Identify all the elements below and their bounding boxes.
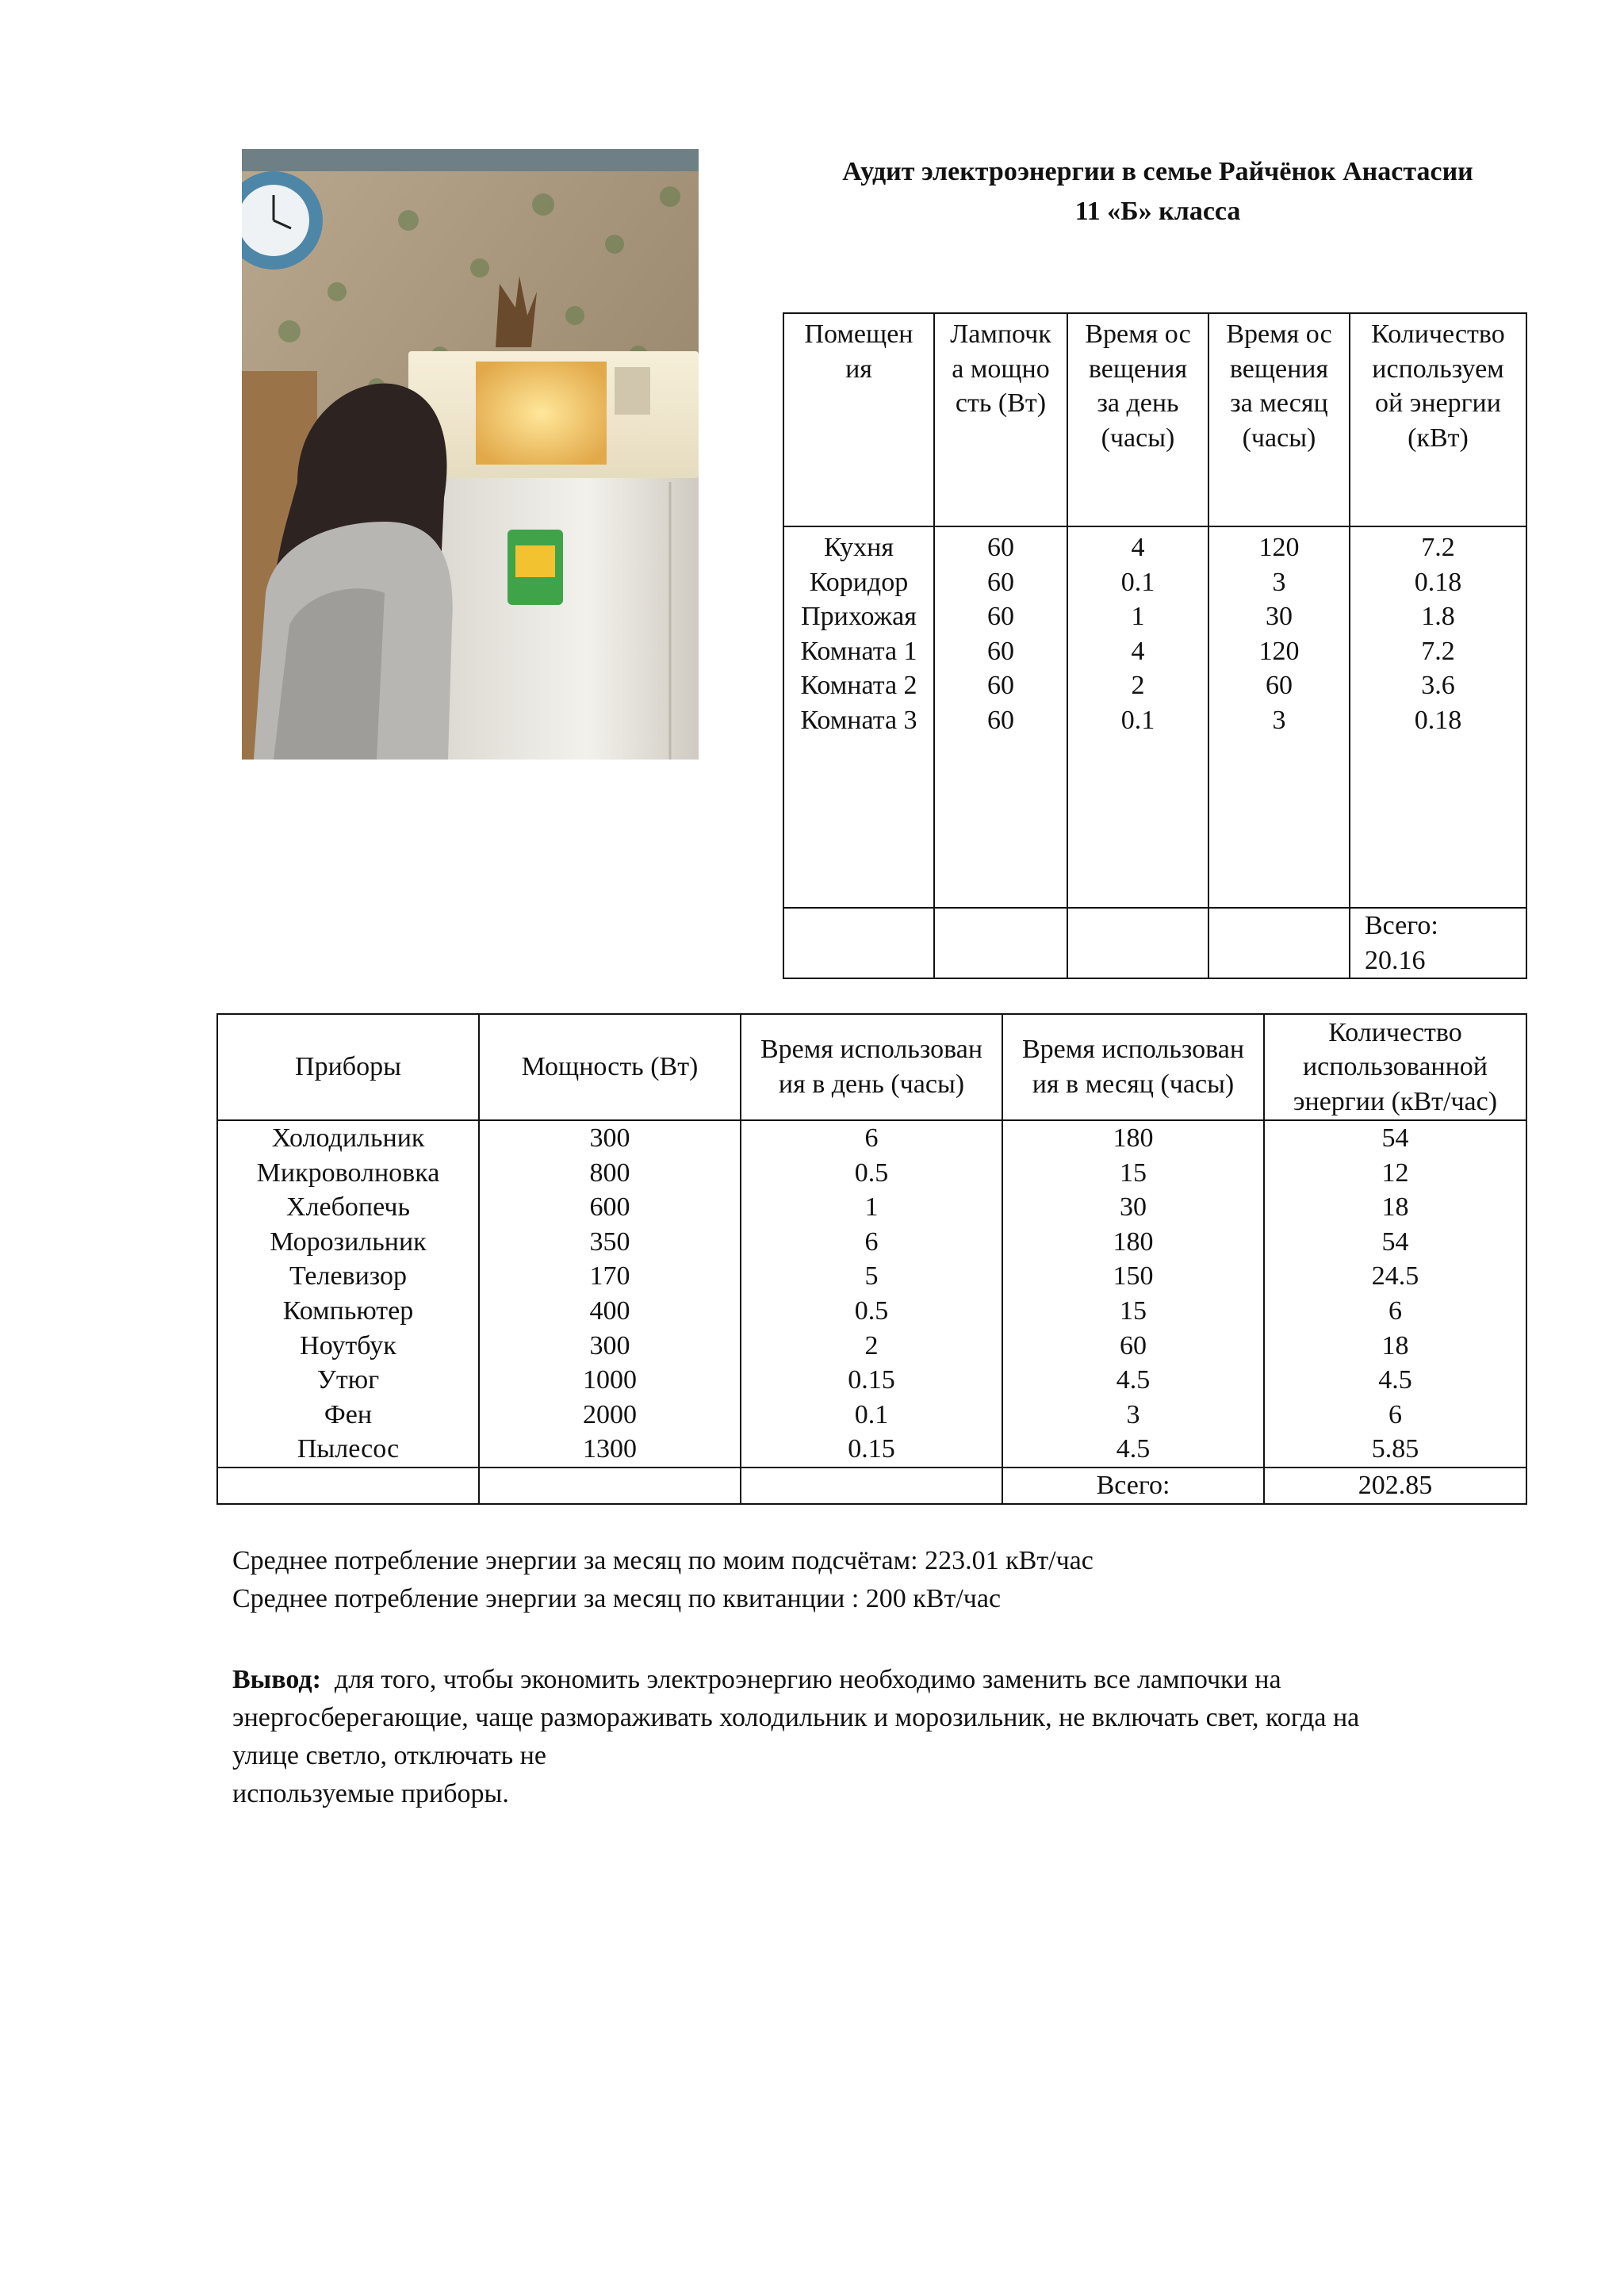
column-header: Мощность (Вт) — [479, 1014, 741, 1120]
table-cell: Комната 2 — [800, 671, 917, 701]
table-cell: 3 — [1272, 705, 1286, 735]
column-header: Время освещения за день (часы) — [1067, 313, 1208, 526]
table-cell: 54 — [1381, 1226, 1409, 1257]
table-cell: 170 — [589, 1261, 630, 1292]
table-cell: 2000 — [583, 1399, 637, 1429]
rooms-total: Всего: 20.16 — [1350, 908, 1526, 978]
table-cell: 60 — [1120, 1330, 1147, 1360]
table-cell: 4.5 — [1378, 1365, 1412, 1395]
table-cell: 0.1 — [1120, 567, 1155, 597]
table-cell: 6 — [1388, 1399, 1402, 1429]
column-header: Время использования в день (часы) — [741, 1014, 1002, 1120]
table-cell: Комната 1 — [800, 636, 917, 666]
table-cell: Прихожая — [801, 602, 917, 632]
table-cell: 150 — [1113, 1261, 1154, 1292]
rooms-lighting-table — [783, 312, 1527, 979]
empty-cell — [1067, 908, 1208, 978]
empty-cell — [934, 908, 1067, 978]
table-cell: 350 — [589, 1226, 630, 1257]
table-cell: 54 — [1381, 1123, 1409, 1153]
empty-cell — [217, 1468, 479, 1504]
table-cell: 15 — [1120, 1158, 1147, 1188]
summary — [232, 1542, 1533, 1618]
table-cell: 30 — [1266, 602, 1293, 632]
table-cell: 4 — [1131, 636, 1145, 666]
table-cell: 60 — [987, 567, 1014, 597]
column-header: Приборы — [217, 1014, 479, 1120]
table-cell: 0.15 — [848, 1365, 895, 1395]
table-cell: 2 — [1131, 671, 1145, 701]
table-cell: 120 — [1258, 533, 1300, 562]
table-cell: 1300 — [583, 1434, 637, 1464]
table-cell: 0.15 — [848, 1434, 895, 1464]
table-cell: 600 — [589, 1192, 630, 1223]
table-cell: 1 — [1131, 602, 1145, 632]
table-cell: Телевизор — [289, 1261, 408, 1292]
table-cell: 4.5 — [1116, 1365, 1151, 1395]
column-header: Время освещения за месяц (часы) — [1208, 313, 1350, 526]
table-cell: 300 — [589, 1330, 630, 1360]
conclusion-line-1: Вывод: для того, чтобы экономить электроэнергию необходимо заменить все лампочки на — [232, 1665, 1281, 1694]
table-cell: 0.18 — [1414, 567, 1462, 597]
table-cell: Утюг — [316, 1365, 380, 1395]
table-cell: 0.1 — [854, 1399, 889, 1429]
appliance-hours-month-column — [1002, 1120, 1264, 1468]
title-line-2: 11 «Б» класса — [1074, 197, 1241, 226]
table-cell: 0.5 — [854, 1295, 889, 1326]
table-cell: 60 — [1266, 671, 1293, 701]
table-body-row — [783, 526, 1526, 908]
power-column — [934, 526, 1067, 908]
table-cell: 60 — [987, 671, 1014, 701]
table-cell: 180 — [1113, 1226, 1154, 1257]
table-cell: 1 — [864, 1192, 879, 1223]
table-cell: 5.85 — [1371, 1434, 1419, 1464]
appliance-energy-column — [1264, 1120, 1526, 1468]
table-footer-row — [783, 908, 1526, 978]
column-header: Количество использованной энергии (кВт/час) — [1264, 1014, 1526, 1120]
table-cell: 24.5 — [1371, 1261, 1419, 1292]
table-body-row — [217, 1120, 1526, 1468]
table-cell: 1.8 — [1421, 602, 1455, 632]
table-cell: 0.5 — [854, 1158, 889, 1188]
empty-cell — [479, 1468, 741, 1504]
conclusion-line-3: улице светло, отключать не — [232, 1741, 546, 1770]
rooms-column — [783, 526, 934, 908]
table-cell: Холодильник — [271, 1123, 425, 1153]
conclusion — [232, 1661, 1533, 1813]
conclusion-line-2: энергосберегающие, чаще размораживать холодильник и морозильник, не включать свет, когда на — [232, 1703, 1360, 1732]
column-header: Количество используемой энергии (кВт) — [1350, 313, 1526, 526]
table-cell: 6 — [1388, 1295, 1402, 1326]
table-cell: 30 — [1120, 1192, 1147, 1223]
table-cell: 6 — [864, 1226, 879, 1257]
table-cell: Фен — [324, 1399, 373, 1429]
table-cell: Микроволновка — [256, 1158, 440, 1188]
table-cell: 300 — [589, 1123, 630, 1153]
table-cell: 60 — [987, 602, 1014, 632]
table-cell: 3 — [1126, 1399, 1140, 1429]
table-cell: Комната 3 — [800, 705, 917, 735]
conclusion-label: Вывод: — [232, 1665, 321, 1694]
table-cell: Компьютер — [282, 1295, 414, 1326]
photo — [242, 149, 699, 760]
table-cell: 4.5 — [1116, 1434, 1151, 1464]
table-cell: 180 — [1113, 1123, 1154, 1153]
appliance-power-column — [479, 1120, 741, 1468]
table-cell: Пылесос — [297, 1434, 400, 1464]
table-cell: 2 — [864, 1330, 879, 1360]
column-header: Время использования в месяц (часы) — [1002, 1014, 1264, 1120]
conclusion-line-4: используемые приборы. — [232, 1779, 509, 1808]
document-title — [761, 152, 1554, 232]
table-cell: 3.6 — [1421, 671, 1455, 701]
table-cell: 18 — [1381, 1192, 1409, 1223]
appliances-table — [216, 1013, 1527, 1505]
table-cell: 800 — [589, 1158, 630, 1188]
summary-calculated: Среднее потребление энергии за месяц по моим подсчётам: 223.01 кВт/час — [232, 1546, 1094, 1575]
table-cell: 0.1 — [1120, 705, 1155, 735]
photo-girl-at-fridge-microwave — [242, 149, 699, 760]
column-header: Лампочка мощность (Вт) — [934, 313, 1067, 526]
table-cell: 400 — [589, 1295, 630, 1326]
table-cell: 5 — [864, 1261, 879, 1292]
table-cell: 60 — [987, 705, 1014, 735]
table-cell: 6 — [864, 1123, 879, 1153]
table-cell: Морозильник — [270, 1226, 427, 1257]
table-cell: 4 — [1131, 533, 1145, 562]
title-line-1: Аудит электроэнергии в семье Райчёнок Анастасии — [842, 157, 1473, 186]
empty-cell — [783, 908, 934, 978]
empty-cell — [1208, 908, 1350, 978]
table-cell: 7.2 — [1421, 636, 1455, 666]
table-cell: 18 — [1381, 1330, 1409, 1360]
table-cell: 60 — [987, 636, 1014, 666]
appliances-total-value: 202.85 — [1264, 1468, 1526, 1504]
summary-receipt: Среднее потребление энергии за месяц по квитанции : 200 кВт/час — [232, 1584, 1002, 1613]
table-cell: 7.2 — [1421, 533, 1455, 562]
table-cell: 60 — [987, 533, 1014, 562]
table-header-row — [783, 313, 1526, 526]
table-cell: 120 — [1258, 636, 1300, 666]
table-header-row — [217, 1014, 1526, 1120]
table-cell: Ноутбук — [300, 1330, 396, 1360]
table-footer-row — [217, 1468, 1526, 1504]
table-cell: 1000 — [583, 1365, 637, 1395]
table-cell: 3 — [1272, 567, 1286, 597]
table-cell: 15 — [1120, 1295, 1147, 1326]
table-cell: 12 — [1381, 1158, 1409, 1188]
empty-cell — [741, 1468, 1002, 1504]
appliances-total-label: Всего: — [1002, 1468, 1264, 1504]
table-cell: 0.18 — [1414, 705, 1462, 735]
appliance-hours-day-column — [741, 1120, 1002, 1468]
table-cell: Кухня — [824, 533, 894, 562]
appliance-name-column — [217, 1120, 479, 1468]
hours-per-month-column — [1208, 526, 1350, 908]
table-cell: Хлебопечь — [286, 1192, 410, 1223]
hours-per-day-column — [1067, 526, 1208, 908]
column-header: Помещения — [783, 313, 934, 526]
table-cell: Коридор — [809, 567, 909, 597]
energy-column — [1350, 526, 1526, 908]
